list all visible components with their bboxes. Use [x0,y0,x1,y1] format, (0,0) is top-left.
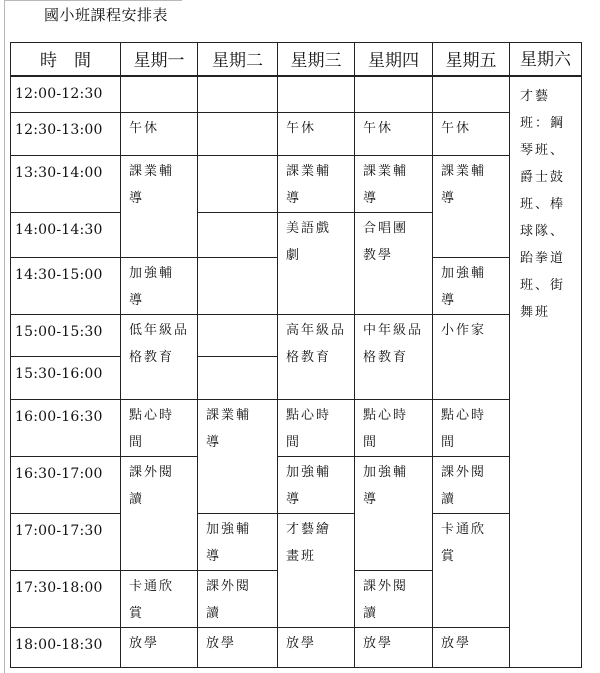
tue-tutoring-text: 加強輔導 [206,522,252,564]
time-slot: 12:00-12:30 [11,76,121,113]
page-title: 國小班課程安排表 [44,6,169,24]
tue-reading [198,571,278,628]
header-friday: 星期五 [433,43,510,76]
table-row [11,457,582,514]
thu-dismiss: 放學 [355,628,433,668]
thu-snack [355,400,433,457]
saturday-talent-text: 才藝班：鋼琴班、爵士鼓班、棒球隊、跆拳道班、街舞班 [520,88,566,320]
header-wednesday: 星期三 [278,43,355,76]
time-slot: 15:30-16:00 [11,357,121,400]
thu-character-text: 中年級品格教育 [363,323,424,365]
table-row [11,514,582,571]
time-slot: 12:30-13:00 [11,113,121,156]
wed-art-text: 才藝繪畫班 [286,522,332,564]
wed-art [278,514,355,628]
empty-cell [433,76,510,113]
mon-tutoring [121,258,198,315]
header-tuesday: 星期二 [198,43,278,76]
fri-snack-text: 點心時間 [441,408,487,450]
empty-cell [198,258,278,315]
fri-snack [433,400,510,457]
wed-character-text: 高年級品格教育 [286,323,347,365]
mon-tutoring-text: 加強輔導 [129,266,175,308]
fri-reading-text: 課外閱讀 [441,465,487,507]
tue-homework-text: 課業輔導 [206,408,252,450]
wed-tutoring-text: 加強輔導 [286,465,332,507]
thu-choir [355,213,433,315]
time-slot: 16:30-17:00 [11,457,121,514]
mon-snack [121,400,198,457]
empty-cell [278,76,355,113]
header-time: 時 間 [11,43,121,76]
tue-homework [198,400,278,514]
schedule-table [10,42,582,668]
fri-writer [433,315,510,400]
time-slot: 14:30-15:00 [11,258,121,315]
thu-nap: 午休 [355,113,433,156]
empty-cell [198,156,278,213]
wed-drama [278,213,355,315]
table-row [11,315,582,357]
thu-reading [355,571,433,628]
empty-cell [198,315,278,357]
table-row [11,400,582,457]
tue-tutoring [198,514,278,571]
empty-cell [198,113,278,156]
time-slot: 13:30-14:00 [11,156,121,213]
thu-tutoring [355,457,433,571]
table-row [11,113,582,156]
fri-homework [433,156,510,258]
empty-cell [121,76,198,113]
tue-reading-text: 課外閱讀 [206,579,252,621]
page-top-edge [4,0,182,1]
mon-cartoon-text: 卡通欣賞 [129,579,175,621]
time-slot: 17:00-17:30 [11,514,121,571]
mon-character-text: 低年級品格教育 [129,323,190,365]
header-row [11,43,582,76]
thu-character [355,315,433,400]
fri-cartoon-text: 卡通欣賞 [441,522,487,564]
wed-drama-text: 美語戲劇 [286,221,332,263]
mon-reading [121,457,198,571]
thu-snack-text: 點心時間 [363,408,409,450]
mon-snack-text: 點心時間 [129,408,175,450]
wed-tutoring [278,457,355,514]
thu-choir-text: 合唱團教學 [363,221,409,263]
time-slot: 17:30-18:00 [11,571,121,628]
mon-cartoon [121,571,198,628]
wed-character [278,315,355,400]
wed-dismiss: 放學 [278,628,355,668]
wed-snack [278,400,355,457]
fri-writer-text: 小作家 [441,323,487,338]
mon-homework-text: 課業輔導 [129,164,175,206]
header-saturday: 星期六 [510,43,582,76]
thu-reading-text: 課外閱讀 [363,579,409,621]
table-row [11,76,582,113]
mon-character [121,315,198,400]
thu-homework [355,156,433,213]
thu-tutoring-text: 加強輔導 [363,465,409,507]
page-left-edge [4,0,5,673]
fri-homework-text: 課業輔導 [441,164,487,206]
wed-homework [278,156,355,213]
mon-reading-text: 課外閱讀 [129,465,175,507]
wed-snack-text: 點心時間 [286,408,332,450]
wed-nap: 午休 [278,113,355,156]
time-slot: 14:00-14:30 [11,213,121,258]
mon-homework [121,156,198,258]
header-monday: 星期一 [121,43,198,76]
time-slot: 18:00-18:30 [11,628,121,668]
wed-homework-text: 課業輔導 [286,164,332,206]
saturday-talent-classes [510,76,582,668]
thu-homework-text: 課業輔導 [363,164,409,206]
fri-tutoring [433,258,510,315]
fri-dismiss: 放學 [433,628,510,668]
time-slot: 16:00-16:30 [11,400,121,457]
mon-nap: 午休 [121,113,198,156]
table-row [11,628,582,668]
tue-dismiss: 放學 [198,628,278,668]
empty-cell [355,76,433,113]
mon-dismiss: 放學 [121,628,198,668]
fri-nap: 午休 [433,113,510,156]
fri-reading [433,457,510,514]
empty-cell [198,213,278,258]
header-thursday: 星期四 [355,43,433,76]
empty-cell [198,76,278,113]
time-slot: 15:00-15:30 [11,315,121,357]
table-row [11,156,582,213]
fri-tutoring-text: 加強輔導 [441,266,487,308]
empty-cell [198,357,278,400]
fri-cartoon [433,514,510,628]
